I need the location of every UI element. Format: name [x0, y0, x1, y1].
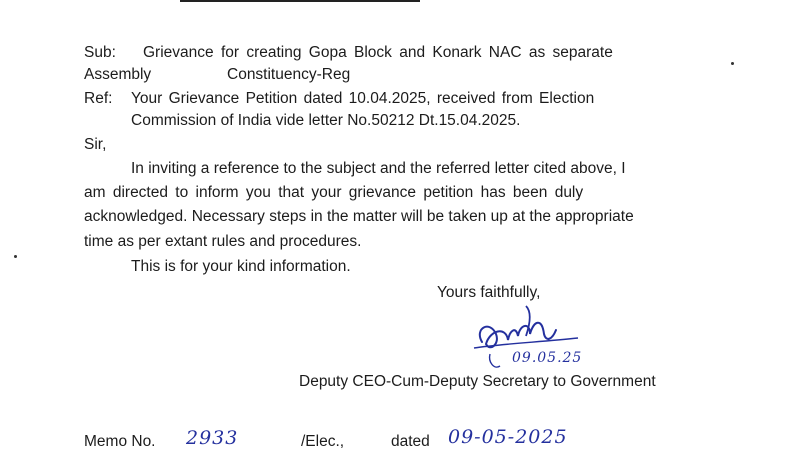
- subject-label: Sub:: [84, 44, 116, 61]
- top-rule-mark: [300, 0, 322, 5]
- body-line-3: acknowledged. Necessary steps in the matter will be taken up at the appropriate: [84, 208, 634, 225]
- subject-line-2b: Constituency-Reg: [227, 66, 351, 83]
- reference-line-1: Your Grievance Petition dated 10.04.2025, received from Election: [131, 90, 595, 107]
- body-line-2: am directed to inform you that your grievance petition has been duly: [84, 184, 584, 201]
- body-line-4: time as per extant rules and procedures.: [84, 233, 362, 250]
- reference-line-2: Commission of India vide letter No.50212 Dt.15.04.2025.: [131, 112, 521, 129]
- memo-dated-label: dated: [391, 433, 430, 450]
- body-line-1: In inviting a reference to the subject and the referred letter cited above, I: [131, 160, 626, 177]
- memo-elec: /Elec.,: [301, 433, 345, 450]
- salutation: Sir,: [84, 136, 107, 153]
- memo-date: 09-05-2025: [448, 426, 568, 448]
- reference-label: Ref:: [84, 90, 113, 107]
- margin-dot: [731, 62, 734, 65]
- signature-date: 09.05.25: [512, 350, 583, 366]
- subject-line-1: Grievance for creating Gopa Block and Konark NAC as separate: [143, 44, 613, 61]
- margin-dot-left: [14, 255, 17, 258]
- signature-icon: [460, 300, 590, 375]
- body-info-line: This is for your kind information.: [131, 258, 351, 275]
- memo-label: Memo No.: [84, 433, 156, 450]
- closing: Yours faithfully,: [437, 284, 541, 301]
- designation: Deputy CEO-Cum-Deputy Secretary to Government: [299, 373, 656, 390]
- memo-number: 2933: [186, 427, 239, 449]
- subject-line-2a: Assembly: [84, 66, 152, 83]
